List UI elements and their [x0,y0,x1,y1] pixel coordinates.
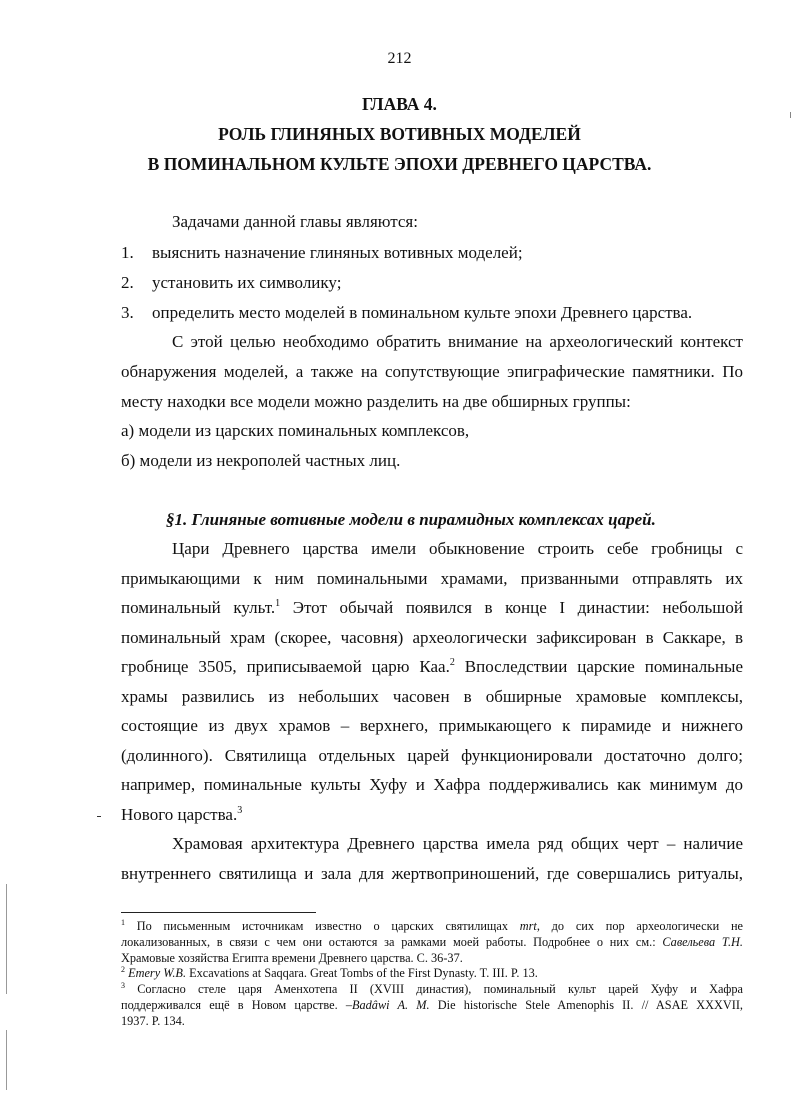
paragraph-2-line-4: поминальный храм (скорее, часовня) археологически зафиксирован в Саккаре, в [121,628,743,647]
footnote-3-author: Badâwi A. M. [352,998,430,1012]
chapter-label: ГЛАВА 4. [362,94,437,114]
paragraph-2-line-7: состоящие из двух храмов – верхнего, примыкающего к пирамиде и нижнего [121,716,743,735]
paragraph-1-line-1: С этой целью необходимо обратить внимание на археологический контекст [172,332,743,351]
footnote-1-text-b: , до сих пор археологически не [536,919,743,933]
paragraph-1-line-4: а) модели из царских поминальных комплексов, [121,421,470,440]
footnote-2-text: Excavations at Saqqara. Great Tombs of the First Dynasty. T. III. P. 13. [186,966,538,980]
paragraph-1-line-2: обнаружения моделей, а также на сопутствующие эпиграфические памятники. По [121,362,743,381]
scan-mark [6,884,7,994]
footnote-1-line-1 [121,919,743,934]
footnote-ref-1: 1 [275,598,281,609]
footnote-2 [121,966,538,981]
footnote-1-number: 1 [121,918,125,927]
paragraph-2-line-10-text: Нового царства. [121,805,238,824]
footnote-1-text-c: локализованных, в связи с чем они остаются за рамками моей работы. Подробнее о них см.: [121,935,663,949]
footnote-separator [121,912,316,913]
footnote-1-line-3: Храмовые хозяйства Египта времени Древнего царства. С. 36-37. [121,951,463,965]
footnote-3-line-2 [121,998,743,1013]
paragraph-2-line-8: (долинного). Святилища отдельных царей функционировали достаточно долго; [121,746,743,765]
footnote-3-text-b: поддерживался ещё в Новом царстве. – [121,998,352,1012]
task-2-text: установить их символику; [152,273,342,292]
paragraph-2-line-3 [121,598,743,618]
paragraph-2-line-5-part-b: Впоследствии царские поминальные [454,657,743,676]
paragraph-2-line-1: Цари Древнего царства имели обыкновение строить себе гробницы с [172,539,743,558]
footnote-1-line-2 [121,935,743,950]
paragraph-3-line-1: Храмовая архитектура Древнего царства имела ряд общих черт – наличие [172,834,743,853]
footnote-3-text-c: Die historische Stele Amenophis II. // ASAE XXXVII, [429,998,743,1012]
footnote-2-author: Emery W.B. [128,966,187,980]
scan-mark [6,1030,7,1090]
paragraph-1-line-5: б) модели из некрополей частных лиц. [121,451,401,470]
chapter-title-line-1: РОЛЬ ГЛИНЯНЫХ ВОТИВНЫХ МОДЕЛЕЙ [218,124,581,144]
footnote-3-line-3: 1937. P. 134. [121,1014,185,1028]
paragraph-2-line-10 [121,805,242,825]
paragraph-2-line-5 [121,657,743,677]
paragraph-2-line-2: примыкающими к ним поминальными храмами, призванными отправлять их [121,569,743,588]
task-1-number: 1. [121,243,134,262]
paragraph-2-line-5-part-a: гробнице 3505, приписываемой царю Каа. [121,657,450,676]
paragraph-2-line-3-part-b: Этот обычай появился в конце I династии: небольшой [280,598,743,617]
task-2-number: 2. [121,273,134,292]
page-number: 212 [387,50,412,67]
scan-mark [790,112,791,118]
paragraph-2-line-6: храмы развились из небольших часовен в обширные храмовые комплексы, [121,687,743,706]
footnote-1-term: mrt [519,919,537,933]
footnote-3-line-1 [121,982,743,997]
paragraph-1-line-3: месту находки все модели можно разделить на две обширных группы: [121,392,631,411]
task-1-text: выяснить назначение глиняных вотивных моделей; [152,243,523,262]
footnote-2-number: 2 [121,965,125,974]
intro-text: Задачами данной главы являются: [172,212,418,231]
footnote-3-number: 3 [121,981,125,990]
footnote-1-author: Савельева Т.Н. [662,935,743,949]
task-3-text: определить место моделей в поминальном культе эпохи Древнего царства. [152,303,693,322]
footnote-3-text-a: Согласно стеле царя Аменхотепа II (XVIII династия), поминальный культ царей Хуфу и Хафра [137,982,743,996]
task-3-number: 3. [121,303,134,322]
footnote-1-text-a: По письменным источникам известно о царских святилищах [136,919,520,933]
chapter-title-line-2: В ПОМИНАЛЬНОМ КУЛЬТЕ ЭПОХИ ДРЕВНЕГО ЦАРСТВА. [147,154,652,174]
paragraph-3-line-2: внутреннего святилища и зала для жертвоприношений, где совершались ритуалы, [121,864,743,883]
footnote-ref-2: 2 [449,657,455,668]
paragraph-2-line-3-part-a: поминальный культ. [121,598,276,617]
section-heading: §1. Глиняные вотивные модели в пирамидных комплексах царей. [166,510,656,529]
scan-mark [97,816,101,817]
paragraph-2-line-9: например, поминальные культы Хуфу и Хафра поддерживались как минимум до [121,775,743,794]
footnote-ref-3: 3 [237,805,243,816]
